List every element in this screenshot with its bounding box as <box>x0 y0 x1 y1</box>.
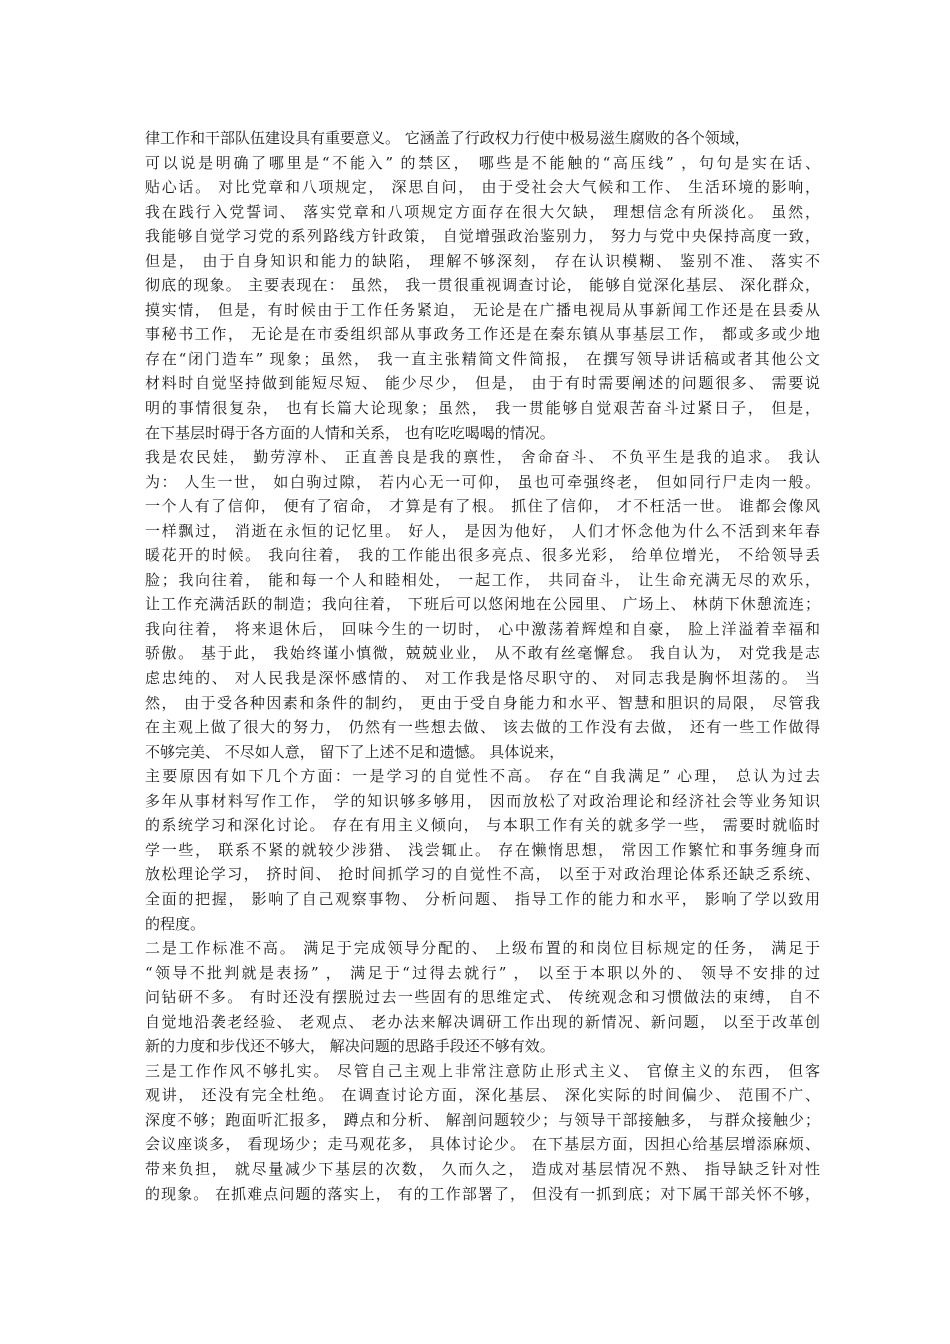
text-line: 带来负担， 就尽量减少下基层的次数， 久而久之， 造成对基层情况不熟、 指导缺乏针对性 <box>145 1159 820 1178</box>
text-line: 不够完美、 不尽如人意， 留下了上述不足和遗憾。 具体说来， <box>145 742 565 761</box>
text-line: “领导不批判就是表扬” ， 满足于“过得去就行” ， 以至于本职以外的、 领导不安排的过 <box>145 963 820 982</box>
text-line: 的现象。 在抓难点问题的落实上， 有的工作部署了， 但没有一抓到底；对下属干部关怀不够， <box>145 1184 820 1203</box>
document-body <box>145 126 820 1206</box>
text-line: 一个人有了信仰， 便有了宿命， 才算是有了根。 抓住了信仰， 才不枉活一世。 谁都会像风 <box>145 497 820 516</box>
text-line: 我是农民娃， 勤劳淳朴、 正直善良是我的禀性， 舍命奋斗、 不负平生是我的追求。 我认 <box>145 448 820 467</box>
text-line: 材料时自觉坚持做到能短尽短、 能少尽少， 但是， 由于有时需要阐述的问题很多、 需要说 <box>145 374 820 393</box>
text-line: 骄傲。 基于此， 我始终谨小慎微，兢兢业业， 从不敢有丝毫懈怠。 我自认为， 对党我是志 <box>145 644 820 663</box>
text-line: 新的力度和步伐还不够大， 解决问题的思路手段还不够有效。 <box>145 1037 555 1056</box>
text-line: 二是工作标准不高。 满足于完成领导分配的、 上级布置的和岗位目标规定的任务， 满足于 <box>145 939 820 958</box>
text-line: 一样飘过， 消逝在永恒的记忆里。 好人， 是因为他好， 人们才怀念他为什么不活到来年春 <box>145 521 820 540</box>
text-line: 三是工作作风不够扎实。 尽管自己主观上非常注意防止形式主义、 官僚主义的东西， 但客 <box>145 1061 820 1080</box>
text-line: 存在“闭门造车” 现象；虽然， 我一直主张精简文件简报， 在撰写领导讲话稿或者其他公文 <box>145 349 820 368</box>
text-line: 明的事情很复杂， 也有长篇大论现象；虽然， 我一贯能够自觉艰苦奋斗过紧日子， 但是， <box>145 399 820 418</box>
text-line: 主要原因有如下几个方面：一是学习的自觉性不高。 存在“自我满足” 心理， 总认为过去 <box>145 767 820 786</box>
text-line: 虑忠纯的、 对人民我是深怀感情的、 对工作我是恪尽职守的、 对同志我是胸怀坦荡的。 当 <box>145 669 820 688</box>
text-line: 多年从事材料写作工作， 学的知识够多够用， 因而放松了对政治理论和经济社会等业务知识 <box>145 791 820 810</box>
text-line: 然， 由于受各种因素和条件的制约， 更由于受自身能力和水平、智慧和胆识的局限， 尽管我 <box>145 693 820 712</box>
text-line: 暖花开的时候。 我向往着， 我的工作能出很多亮点、很多光彩， 给单位增光， 不给领导丢 <box>145 546 820 565</box>
text-line: 全面的把握， 影响了自己观察事物、 分析问题、 指导工作的能力和水平， 影响了学以致用 <box>145 889 820 908</box>
text-line: 可以说是明确了哪里是“不能入” 的禁区， 哪些是不能触的“高压线” ，句句是实在话、 <box>145 153 820 172</box>
text-line: 我在践行入党誓词、 落实党章和八项规定方面存在很大欠缺， 理想信念有所淡化。 虽然， <box>145 202 820 221</box>
text-line: 贴心话。 对比党章和八项规定， 深思自问， 由于受社会大气候和工作、 生活环境的影响， <box>145 178 820 197</box>
text-line: 的程度。 <box>145 914 206 933</box>
text-line: 让工作充满活跃的制造；我向往着， 下班后可以悠闲地在公园里、 广场上、 林荫下休憩流连； <box>145 595 820 614</box>
text-line: 观讲， 还没有完全杜绝。 在调查讨论方面，深化基层、 深化实际的时间偏少、 范围不广、 <box>145 1086 820 1105</box>
text-line: 事秘书工作， 无论是在市委组织部从事政务工作还是在秦东镇从事基层工作， 都或多或少地 <box>145 325 820 344</box>
text-line: 放松理论学习， 挤时间、 抢时间抓学习的自觉性不高， 以至于对政治理论体系还缺乏系统、 <box>145 865 820 884</box>
text-line: 摸实情， 但是，有时候由于工作任务紧迫， 无论是在广播电视局从事新闻工作还是在县委从 <box>145 300 820 319</box>
text-line: 彻底的现象。 主要表现在： 虽然， 我一贯很重视调查讨论， 能够自觉深化基层、 深化群众， <box>145 276 820 295</box>
text-line: 脸；我向往着， 能和每一个人和睦相处， 一起工作， 共同奋斗， 让生命充满无尽的欢乐， <box>145 570 820 589</box>
text-line: 我能够自觉学习党的系列路线方针政策， 自觉增强政治鉴别力， 努力与党中央保持高度一致， <box>145 227 820 246</box>
text-line: 律工作和干部队伍建设具有重要意义。 它涵盖了行政权力行使中极易滋生腐败的各个领域， <box>145 129 750 147</box>
text-line: 我向往着， 将来退休后， 回味今生的一切时， 心中激荡着辉煌和自豪， 脸上洋溢着幸福和 <box>145 619 820 638</box>
text-line: 在下基层时碍于各方面的人情和关系， 也有吃吃喝喝的情况。 <box>145 423 555 442</box>
text-line: 深度不够；跑面听汇报多， 蹲点和分析、 解剖问题较少；与领导干部接触多， 与群众接触少； <box>145 1110 820 1129</box>
text-line: 在主观上做了很大的努力， 仍然有一些想去做、 该去做的工作没有去做， 还有一些工作做得 <box>145 718 820 737</box>
text-line: 但是， 由于自身知识和能力的缺陷， 理解不够深刻， 存在认识模糊、 鉴别不准、 落实不 <box>145 251 820 270</box>
text-line: 为： 人生一世， 如白驹过隙， 若内心无一可仰， 虽也可牵强终老， 但如同行尸走肉一般。 <box>145 472 820 491</box>
text-line: 自觉地沿袭老经验、 老观点、 老办法来解决调研工作出现的新情况、新问题， 以至于改革创 <box>145 1012 820 1031</box>
text-line: 学一些， 联系不紧的就较少涉猎、 浅尝辄止。 存在懒惰思想， 常因工作繁忙和事务缠身而 <box>145 840 820 859</box>
text-line: 问钻研不多。 有时还没有摆脱过去一些固有的思维定式、 传统观念和习惯做法的束缚， 自不 <box>145 988 820 1007</box>
text-line: 的系统学习和深化讨论。 存在有用主义倾向， 与本职工作有关的就多学一些， 需要时就临时 <box>145 816 820 835</box>
text-line: 会议座谈多， 看现场少；走马观花多， 具体讨论少。 在下基层方面，因担心给基层增添麻烦、 <box>145 1135 820 1154</box>
